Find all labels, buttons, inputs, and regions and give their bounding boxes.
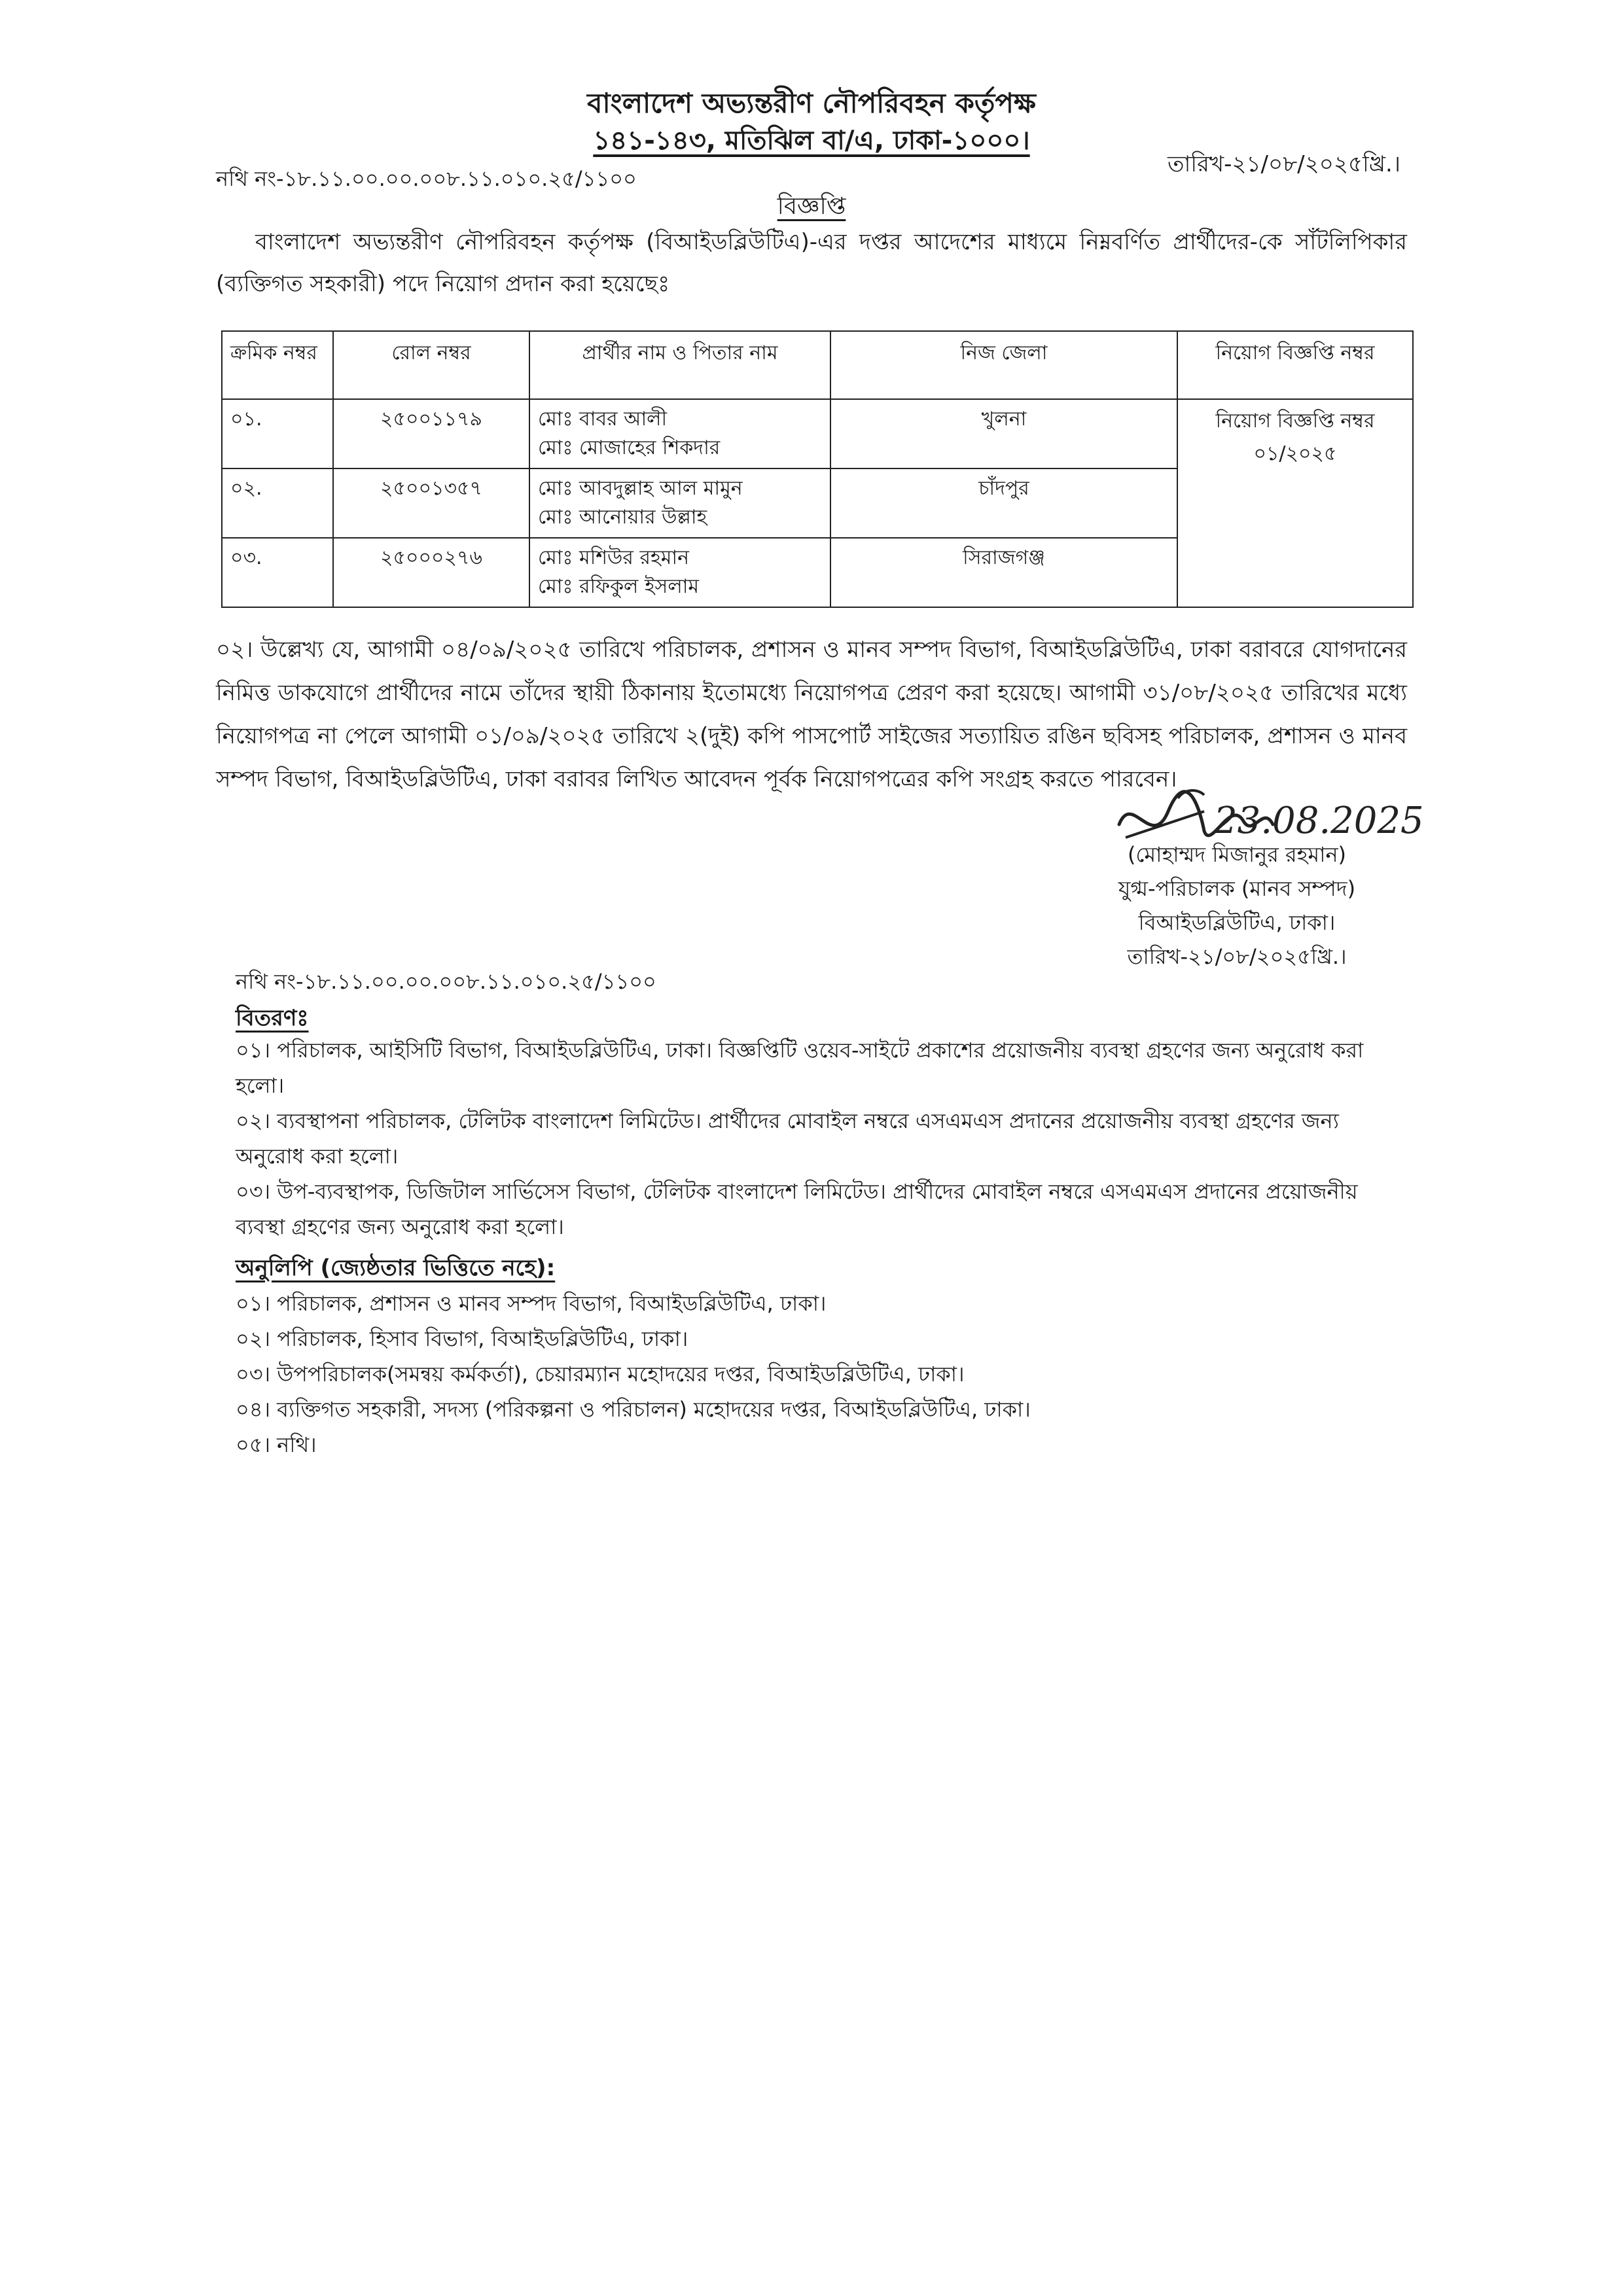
list-item: ০৪। ব্যক্তিগত সহকারী, সদস্য (পরিকল্পনা ও পরিচালন) মহোদয়ের দপ্তর, বিআইডব্লিউটিএ, ঢাকা। <box>236 1397 1031 1422</box>
list-item: ০২। ব্যবস্থাপনা পরিচালক, টেলিটক বাংলাদেশ লিমিটেড। প্রার্থীদের মোবাইল নম্বরে এসএমএস প্রদানের প্রয়োজনীয় ব্যবস্থা গ্রহণের জন্য অনুরোধ করা হলো। <box>236 1108 1339 1169</box>
distribution-memo-number: নথি নং-১৮.১১.০০.০০.০০৮.১১.০১০.২৫/১১০০ <box>236 969 656 994</box>
table-row <box>222 399 1413 468</box>
copy-list <box>236 1286 1414 1462</box>
roll-cell: ২৫০০১১৭৯ <box>333 399 529 468</box>
copy-heading: অনুলিপি (জ্যেষ্ঠতার ভিত্তিতে নহে): <box>236 1255 556 1281</box>
serial-cell: ০২. <box>222 468 333 538</box>
memo-date: তারিখ-২১/০৮/২০২৫খ্রি.। <box>1167 151 1400 177</box>
signatory-date: তারিখ-২১/০৮/২০২৫খ্রি.। <box>1127 944 1347 969</box>
joining-instructions: ০২। উল্লেখ্য যে, আগামী ০৪/০৯/২০২৫ তারিখে পরিচালক, প্রশাসন ও মানব সম্পদ বিভাগ, বিআইডব্লিউটিএ, ঢাকা বরাবরে যোগদানের নিমিত্ত ডাকযোগে প্রার্থীদের নামে তাঁদের স্থায়ী ঠিকানায় ইতোমধ্যে নিয়োগপত্র প্রেরণ করা হয়েছে। আগামী ৩১/০৮/২০২৫ তারিখের মধ্যে নিয়োগপত্র না পেলে আগামী ০১/০৯/২০২৫ তারিখে ২(দুই) কপি পাসপোর্ট সাইজের সত্যায়িত রঙিন ছবিসহ পরিচালক, প্রশাসন ও মানব সম্পদ বিভাগ, বিআইডব্লিউটিএ, ঢাকা বরাবর লিখিত আবেদন পূর্বক নিয়োগপত্রের কপি সংগ্রহ করতে পারবেন। <box>216 637 1407 792</box>
office-name: বাংলাদেশ অভ্যন্তরীণ নৌপরিবহন কর্তৃপক্ষ <box>587 87 1036 119</box>
name-cell <box>529 399 830 468</box>
candidates-table <box>221 330 1414 608</box>
signatory-office: বিআইডব্লিউটিএ, ঢাকা। <box>1138 910 1336 935</box>
district-cell: সিরাজগঞ্জ <box>830 538 1177 607</box>
list-item: ০১। পরিচালক, প্রশাসন ও মানব সম্পদ বিভাগ, বিআইডব্লিউটিএ, ঢাকা। <box>236 1291 827 1316</box>
col-header-district: নিজ জেলা <box>830 331 1177 399</box>
signatory-name: (মোহাম্মদ মিজানুর রহমান) <box>1127 842 1347 867</box>
distribution-list <box>236 1033 1414 1245</box>
name-cell <box>529 468 830 538</box>
father-name: মোঃ রফিকুল ইসলাম <box>538 575 700 598</box>
candidate-name: মোঃ বাবর আলী <box>538 408 668 431</box>
circular-cell: নিয়োগ বিজ্ঞপ্তি নম্বর ০১/২০২৫ <box>1177 399 1413 607</box>
father-name: মোঃ আনোয়ার উল্লাহ <box>538 506 707 529</box>
notice-heading: বিজ্ঞপ্তি <box>777 193 846 220</box>
name-cell <box>529 538 830 607</box>
col-header-name: প্রার্থীর নাম ও পিতার নাম <box>529 331 830 399</box>
roll-cell: ২৫০০১৩৫৭ <box>333 468 529 538</box>
list-item: ০২। পরিচালক, হিসাব বিভাগ, বিআইডব্লিউটিএ, ঢাকা। <box>236 1326 688 1351</box>
signatory-designation: যুগ্ম-পরিচালক (মানব সম্পদ) <box>1118 876 1356 901</box>
col-header-circular: নিয়োগ বিজ্ঞপ্তি নম্বর <box>1177 331 1413 399</box>
table-header-row <box>222 331 1413 399</box>
serial-cell: ০৩. <box>222 538 333 607</box>
list-item: ০১। পরিচালক, আইসিটি বিভাগ, বিআইডব্লিউটিএ, ঢাকা। বিজ্ঞপ্তিটি ওয়েব-সাইটে প্রকাশের প্রয়োজনীয় ব্যবস্থা গ্রহণের জন্য অনুরোধ করা হলো। <box>236 1038 1364 1098</box>
distribution-heading: বিতরণঃ <box>236 1005 309 1031</box>
serial-cell: ০১. <box>222 399 333 468</box>
list-item: ০৫। নথি। <box>236 1432 317 1457</box>
candidate-name: মোঃ আবদুল্লাহ আল মামুন <box>538 477 743 500</box>
roll-cell: ২৫০০০২৭৬ <box>333 538 529 607</box>
district-cell: চাঁদপুর <box>830 468 1177 538</box>
candidate-name: মোঃ মশিউর রহমান <box>538 546 689 569</box>
list-item: ০৩। উপপরিচালক(সমন্বয় কর্মকর্তা), চেয়ারম্যান মহোদয়ের দপ্তর, বিআইডব্লিউটিএ, ঢাকা। <box>236 1362 965 1386</box>
notice-intro: বাংলাদেশ অভ্যন্তরীণ নৌপরিবহন কর্তৃপক্ষ (বিআইডব্লিউটিএ)-এর দপ্তর আদেশের মাধ্যমে নিম্নবর্ণিত প্রার্থীদের-কে সাঁটলিপিকার (ব্যক্তিগত সহকারী) পদে নিয়োগ প্রদান করা হয়েছেঃ <box>216 229 1407 297</box>
memo-number: নথি নং-১৮.১১.০০.০০.০০৮.১১.০১০.২৫/১১০০ <box>216 166 637 191</box>
district-cell: খুলনা <box>830 399 1177 468</box>
office-address: ১৪১-১৪৩, মতিঝিল বা/এ, ঢাকা-১০০০। <box>593 126 1030 156</box>
father-name: মোঃ মোজাহের শিকদার <box>538 436 721 459</box>
col-header-serial: ক্রমিক নম্বর <box>222 331 333 399</box>
col-header-roll: রোল নম্বর <box>333 331 529 399</box>
signature-date: 23.08.2025 <box>1214 800 1424 842</box>
signatory-block <box>1054 838 1420 974</box>
list-item: ০৩। উপ-ব্যবস্থাপক, ডিজিটাল সার্ভিসেস বিভাগ, টেলিটক বাংলাদেশ লিমিটেড। প্রার্থীদের মোবাইল নম্বরে এসএমএস প্রদানের প্রয়োজনীয় ব্যবস্থা গ্রহণের জন্য অনুরোধ করা হলো। <box>236 1179 1358 1239</box>
